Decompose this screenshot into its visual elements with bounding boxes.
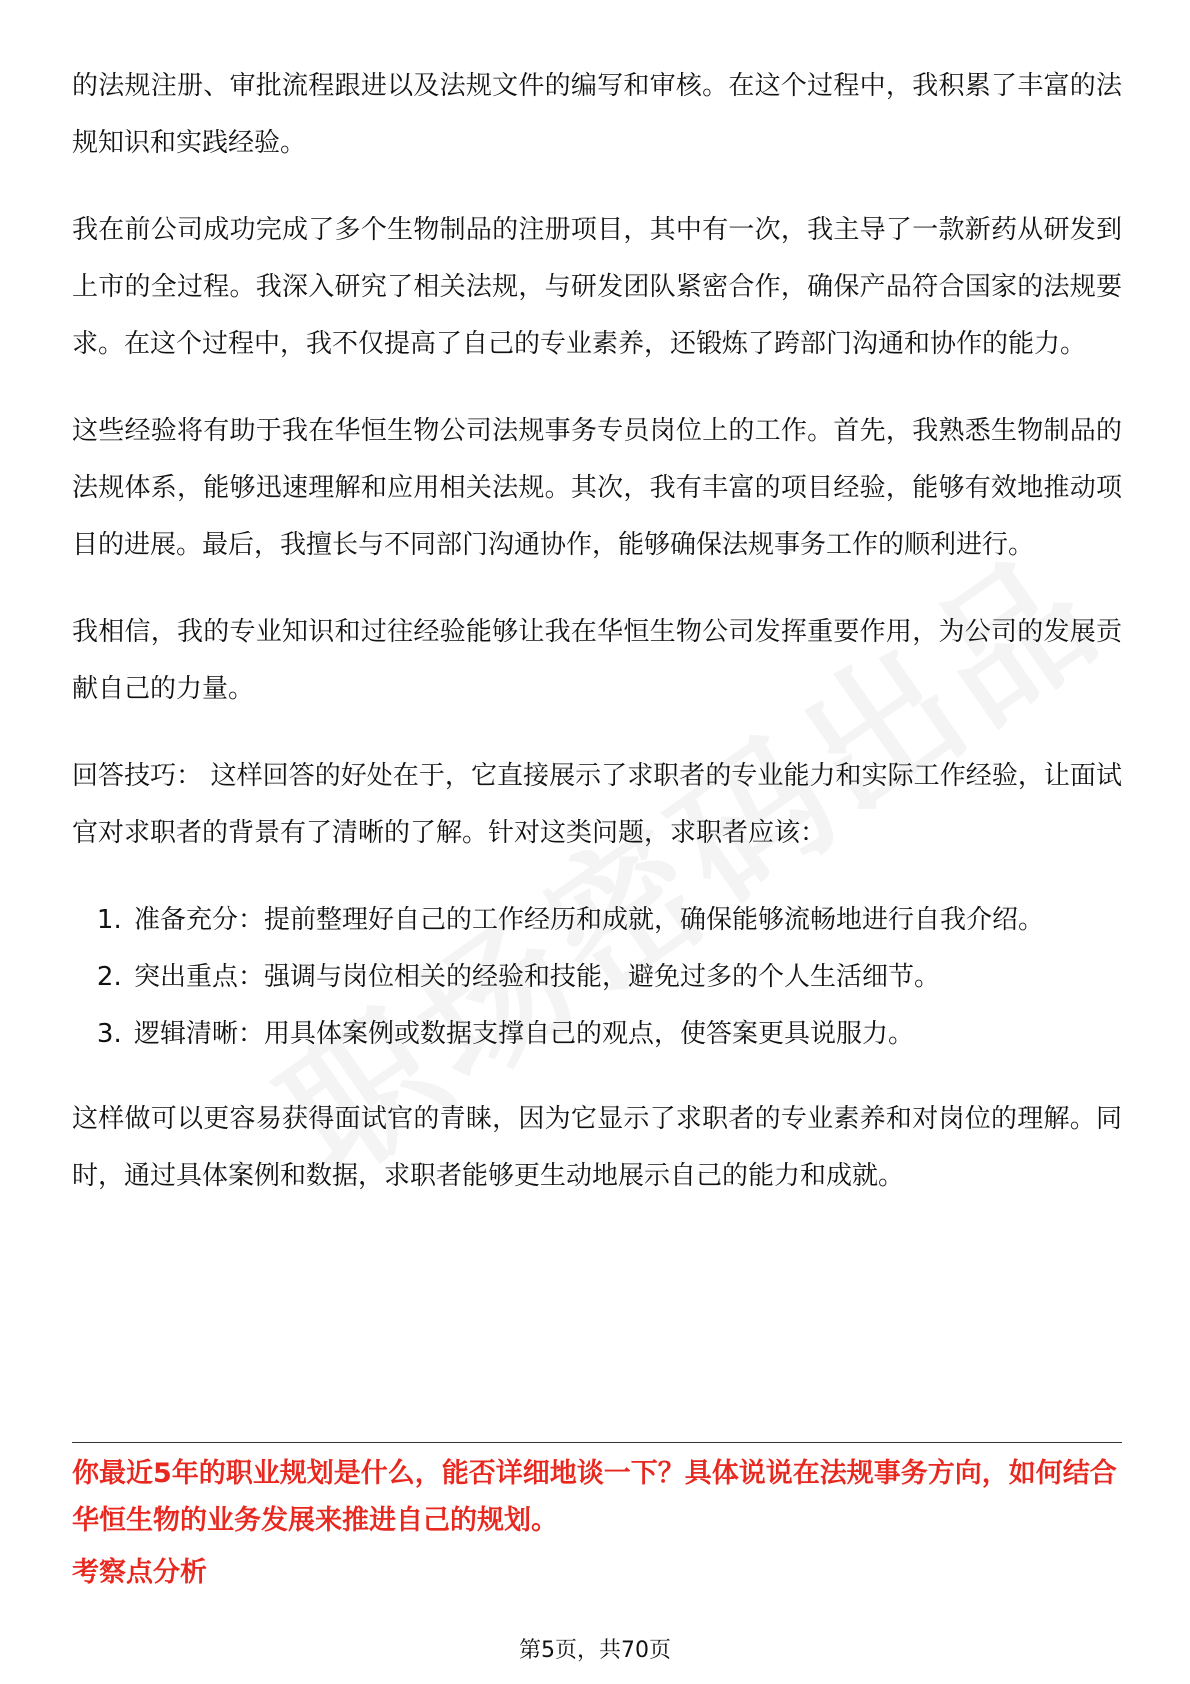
paragraph-fit-for-role: 这些经验将有助于我在华恒生物公司法规事务专员岗位上的工作。首先，我熟悉生物制品的法规体系，能够迅速理解和应用相关法规。其次，我有丰富的项目经验，能够有效地推动项目的进展。最后，我擅长与不同部门沟通协作，能够确保法规事务工作的顺利进行。 (72, 416, 1122, 560)
list-item: 3. 逻辑清晰：用具体案例或数据支撑自己的观点，使答案更具说服力。 (130, 1006, 1122, 1063)
tips-list (72, 892, 1122, 1063)
paragraph-project-example: 我在前公司成功完成了多个生物制品的注册项目，其中有一次，我主导了一款新药从研发到上市的全过程。我深入研究了相关法规，与研发团队紧密合作，确保产品符合国家的法规要求。在这个过程中，我不仅提高了自己的专业素养，还锻炼了跨部门沟通和协作的能力。 (72, 215, 1122, 359)
answer-content (72, 58, 1122, 1235)
section-title: 考察点分析 (72, 1557, 207, 1588)
paragraph-conclusion: 我相信，我的专业知识和过往经验能够让我在华恒生物公司发挥重要作用，为公司的发展贡献自己的力量。 (72, 617, 1122, 704)
list-item: 2. 突出重点：强调与岗位相关的经验和技能，避免过多的个人生活细节。 (130, 949, 1122, 1006)
list-item: 1. 准备充分：提前整理好自己的工作经历和成就，确保能够流畅地进行自我介绍。 (130, 892, 1122, 949)
next-question-heading: 你最近5年的职业规划是什么，能否详细地谈一下？具体说说在法规事务方向，如何结合华恒生物的业务发展来推进自己的规划。 (72, 1458, 1117, 1536)
paragraph-answer-tips: 回答技巧： 这样回答的好处在于，它直接展示了求职者的专业能力和实际工作经验，让面试官对求职者的背景有了清晰的了解。针对这类问题，求职者应该： (72, 761, 1122, 848)
paragraph-experience-summary: 的法规注册、审批流程跟进以及法规文件的编写和审核。在这个过程中，我积累了丰富的法规知识和实践经验。 (72, 71, 1122, 158)
page-number: 第5页，共70页 (519, 1638, 671, 1663)
paragraph-closing: 这样做可以更容易获得面试官的青睐，因为它显示了求职者的专业素养和对岗位的理解。同时，通过具体案例和数据，求职者能够更生动地展示自己的能力和成就。 (72, 1104, 1122, 1191)
section-divider (72, 1442, 1122, 1443)
